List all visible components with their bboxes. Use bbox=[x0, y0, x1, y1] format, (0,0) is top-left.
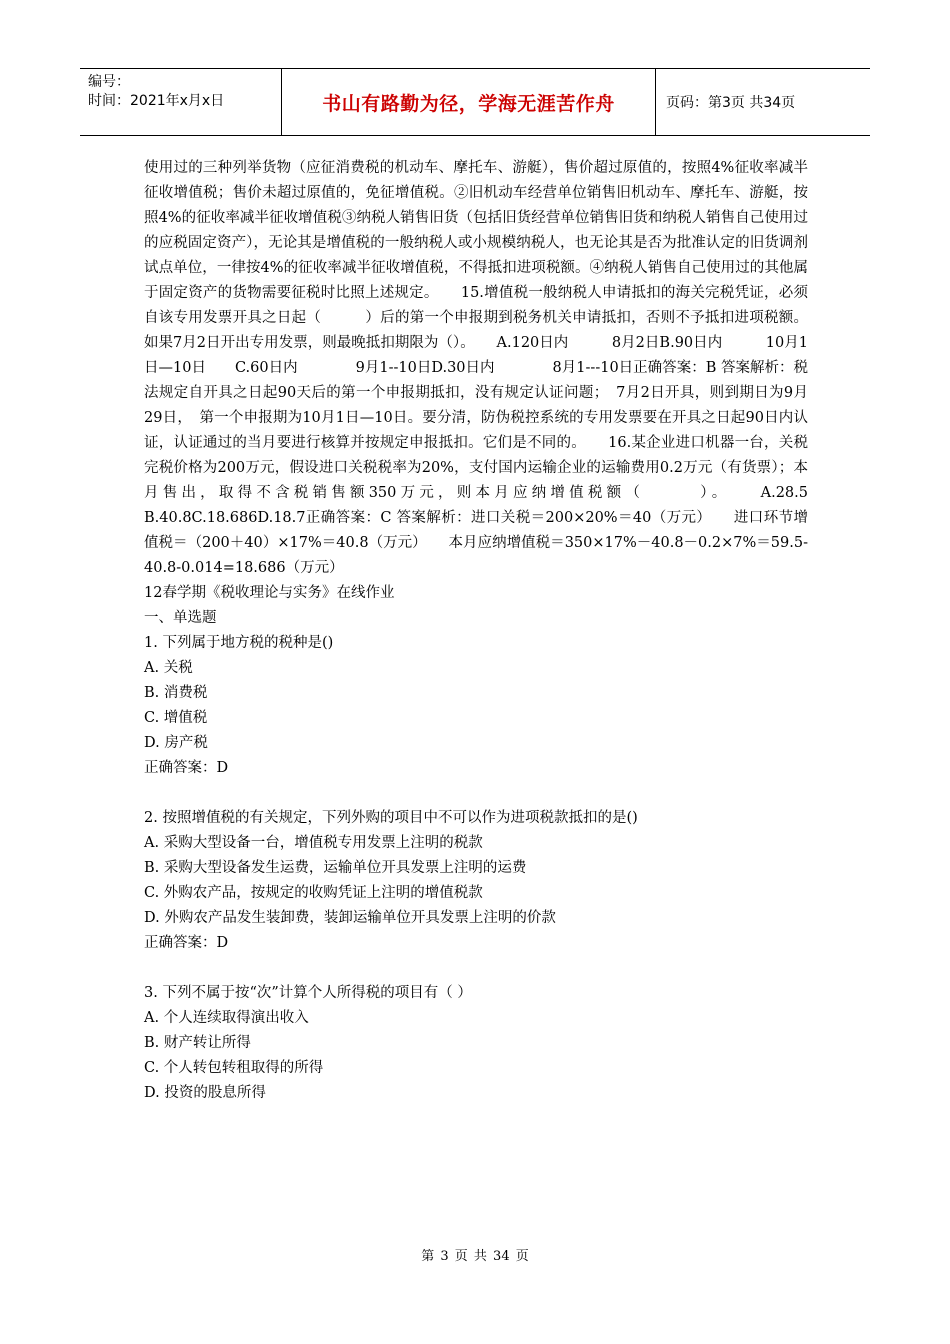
option-b: B. 财产转让所得 bbox=[144, 1035, 251, 1051]
document-date-label: 时间：2021年x月x日 bbox=[88, 93, 225, 109]
question-stem: 3. 下列不属于按“次”计算个人所得税的项目有（ ） bbox=[144, 985, 472, 1001]
header-page-number: 页码：第3页 共34页 bbox=[666, 95, 796, 111]
option-d: D. 房产税 bbox=[144, 735, 208, 751]
question-2 bbox=[144, 806, 808, 956]
document-number-label: 编号： bbox=[88, 74, 130, 90]
option-d: D. 外购农产品发生装卸费，装卸运输单位开具发票上注明的价款 bbox=[144, 910, 556, 926]
question-1 bbox=[144, 631, 808, 781]
correct-answer: 正确答案：D bbox=[144, 760, 229, 776]
header-meta bbox=[80, 69, 282, 135]
option-a: A. 个人连续取得演出收入 bbox=[144, 1010, 309, 1026]
option-d: D. 投资的股息所得 bbox=[144, 1085, 266, 1101]
correct-answer: 正确答案：D bbox=[144, 935, 229, 951]
document-body bbox=[144, 156, 808, 1106]
option-a: A. 采购大型设备一台，增值税专用发票上注明的税款 bbox=[144, 835, 483, 851]
question-type-heading: 一、单选题 bbox=[144, 610, 217, 626]
question-stem: 2. 按照增值税的有关规定，下列外购的项目中不可以作为进项税款抵扣的是() bbox=[144, 810, 638, 826]
question-3 bbox=[144, 981, 808, 1106]
option-a: A. 关税 bbox=[144, 660, 193, 676]
section-title: 12春学期《税收理论与实务》在线作业 bbox=[144, 585, 395, 601]
option-c: C. 外购农产品，按规定的收购凭证上注明的增值税款 bbox=[144, 885, 483, 901]
page-header bbox=[80, 68, 870, 136]
option-b: B. 采购大型设备发生运费，运输单位开具发票上注明的运费 bbox=[144, 860, 527, 876]
option-c: C. 个人转包转租取得的所得 bbox=[144, 1060, 324, 1076]
option-b: B. 消费税 bbox=[144, 685, 208, 701]
body-paragraph: 使用过的三种列举货物（应征消费税的机动车、摩托车、游艇），售价超过原值的，按照4%征收率减半征收增值税；售价未超过原值的，免征增值税。②旧机动车经营单位销售旧机动车、摩托车、游艇，按照4%的征收率减半征收增值税③纳税人销售旧货（包括旧货经营单位销售旧货和纳税人销售自己使用过的应税固定资产），无论其是增值税的一般纳税人或小规模纳税人，也无论其是否为批准认定的旧货调剂试点单位，一律按4%的征收率减半征收增值税，不得抵扣进项税额。④纳税人销售自己使用过的其他属于固定资产的货物需要征税时比照上述规定。 15.增值税一般纳税人申请抵扣的海关完税凭证，必须自该专用发票开具之日起（ ）后的第一个申报期到税务机关申请抵扣，否则不予抵扣进项税额。如果7月2日开出专用发票，则最晚抵扣期限为（）。 A.120日内 8月2日B.90日内 10月1日—10日 C.60日内 9月1--10日D.30日内 8月1---10日正确答案：B 答案解析：税法规定自开具之日起90天后的第一个申报期抵扣，没有规定认证问题； 7月2日开具，则到期日为9月29日， 第一个申报期为10月1日—10日。要分清，防伪税控系统的专用发票要在开具之日起90日内认证，认证通过的当月要进行核算并按规定申报抵扣。它们是不同的。 16.某企业进口机器一台，关税完税价格为200万元，假设进口关税税率为20%，支付国内运输企业的运输费用0.2万元（有货票）；本月售出，取得不含税销售额350万元，则本月应纳增值税额（ ）。 A.28.5 B.40.8C.18.686D.18.7正确答案：C 答案解析：进口关税＝200×20%＝40（万元） 进口环节增值税＝（200＋40）×17%＝40.8（万元） 本月应纳增值税＝350×17%－40.8－0.2×7%＝59.5-40.8-0.014=18.686（万元） bbox=[144, 160, 808, 576]
question-stem: 1. 下列属于地方税的税种是() bbox=[144, 635, 334, 651]
header-motto: 书山有路勤为径，学海无涯苦作舟 bbox=[282, 69, 656, 135]
page-footer: 第 3 页 共 34 页 bbox=[421, 1249, 529, 1264]
option-c: C. 增值税 bbox=[144, 710, 208, 726]
